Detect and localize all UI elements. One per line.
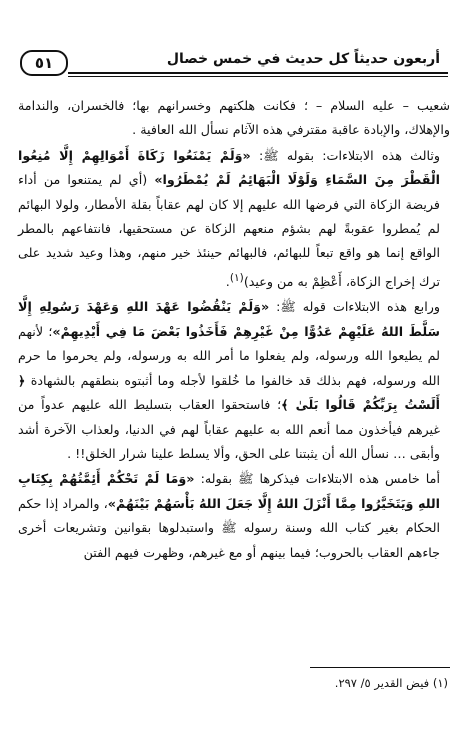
header-rule-thin bbox=[68, 76, 448, 77]
footnote-ref: (١) bbox=[229, 271, 244, 284]
quran-quote: ﴿ أَلَسْتُ بِرَبِّكُمْ قَالُوا بَلَىٰ ﴾ bbox=[18, 372, 440, 413]
running-title: أربعون حديثاً كل حديث في خمس خصال bbox=[166, 51, 440, 67]
text-segment: أما خامس هذه الابتلاءات فيذكرها ﷺ بقوله: bbox=[194, 471, 440, 487]
text-segment: ورابع هذه الابتلاءات قوله ﷺ: bbox=[269, 299, 440, 315]
hadith-quote: «وَمَا لَمْ تَحْكُمْ أَئِمَّتُهُمْ بِكِتَابِ اللهِ وَيَتَخَيَّرُوا مِمَّا أَنْزَلَ اللهُ إِلَّا جَعَلَ اللهُ بَأْسَهُمْ بَيْنَهُمْ» bbox=[18, 471, 440, 511]
text-segment: وثالث هذه الابتلاءات: بقوله ﷺ: bbox=[250, 147, 440, 163]
text-segment: ؛ فاستحقوا العقاب بتسليط الله عليهم عدواً من غيرهم فيأخذون مما أنعم الله به عليهم عقاباً لهم في الدنيا، ولعذاب الآخرة أشد وأبقى … نسأل الله أن يثبتنا على الحق، وألا يسلط علينا شرار الخلق!! . bbox=[18, 397, 440, 461]
paragraph-2 bbox=[18, 144, 450, 295]
paragraph-1 bbox=[18, 94, 450, 143]
paragraph-3 bbox=[18, 295, 450, 466]
text-segment: شعيب – عليه السلام – ؛ فكانت هلكتهم وخسرانهم بها؛ فالخسران، والندامة والإهلاك، والإبادة عاقبة مقترفي هذه الآثام نسأل الله العافية . bbox=[18, 98, 450, 138]
hadith-quote: «وَلَمْ يَمْنَعُوا زَكَاةَ أَمْوَالِهِمْ إِلَّا مُنِعُوا الْقَطْرَ مِنَ السَّمَاءِ وَلَوْلَا الْبَهَائِمُ لَمْ يُمْطَرُوا» bbox=[18, 147, 440, 188]
page-header bbox=[20, 50, 448, 76]
text-segment: . bbox=[225, 274, 230, 290]
body-text bbox=[18, 94, 450, 565]
text-segment: ؛ لأنهم لم يطيعوا الله ورسوله، ولم يفعلوا ما أمر الله به ورسوله، ولم يحرموا ما حرم الله ورسوله، فهم بذلك قد خالفوا ما خُلقوا لأجله وما أثبتوه بنطقهم بالشهادة bbox=[18, 323, 440, 388]
hadith-quote: «وَلَمْ يَنْقُضُوا عَهْدَ اللهِ وَعَهْدَ رَسُولِهِ إِلَّا سَلَّطَ اللهُ عَلَيْهِمْ عَدُوًّا مِنْ غَيْرِهِمْ فَأَخَذُوا بَعْضَ مَا فِي أَيْدِيهِمْ» bbox=[18, 299, 440, 339]
footnote-rule bbox=[310, 667, 450, 668]
paragraph-4 bbox=[18, 467, 450, 565]
page-number: ٥١ bbox=[20, 50, 68, 76]
header-rule bbox=[68, 72, 448, 74]
text-segment: (أي لم يمتنعوا من أداء فريضة الزكاة التي فرضها الله عليهم إلا كان لهم عقاباً بقلة الأمطار، ولولا البهائم لم يُمطروا عقوبةً لهم بشؤم منعهم الزكاة عن مستحقيها، فانتفاعهم بالمطر الواقع إنما هو واقع تبعاً للبهائم، فالبهائم حينئذ خير منهم، وهذا وعيد شديد على ترك إخراج الزكاة، أَعْظِمْ به من وعيد) bbox=[18, 172, 440, 290]
text-segment: ، والمراد إذا حكم الحكام بغير كتاب الله وسنة رسوله ﷺ واستبدلوها بقوانين وتشريعات أخرى جاءهم العقاب بالحروب؛ فيما بينهم أو مع غيرهم، وظهرت فيهم الفتن bbox=[18, 495, 440, 560]
footnote: (١) فيض القدير ٥/ ٢٩٧. bbox=[334, 676, 448, 690]
